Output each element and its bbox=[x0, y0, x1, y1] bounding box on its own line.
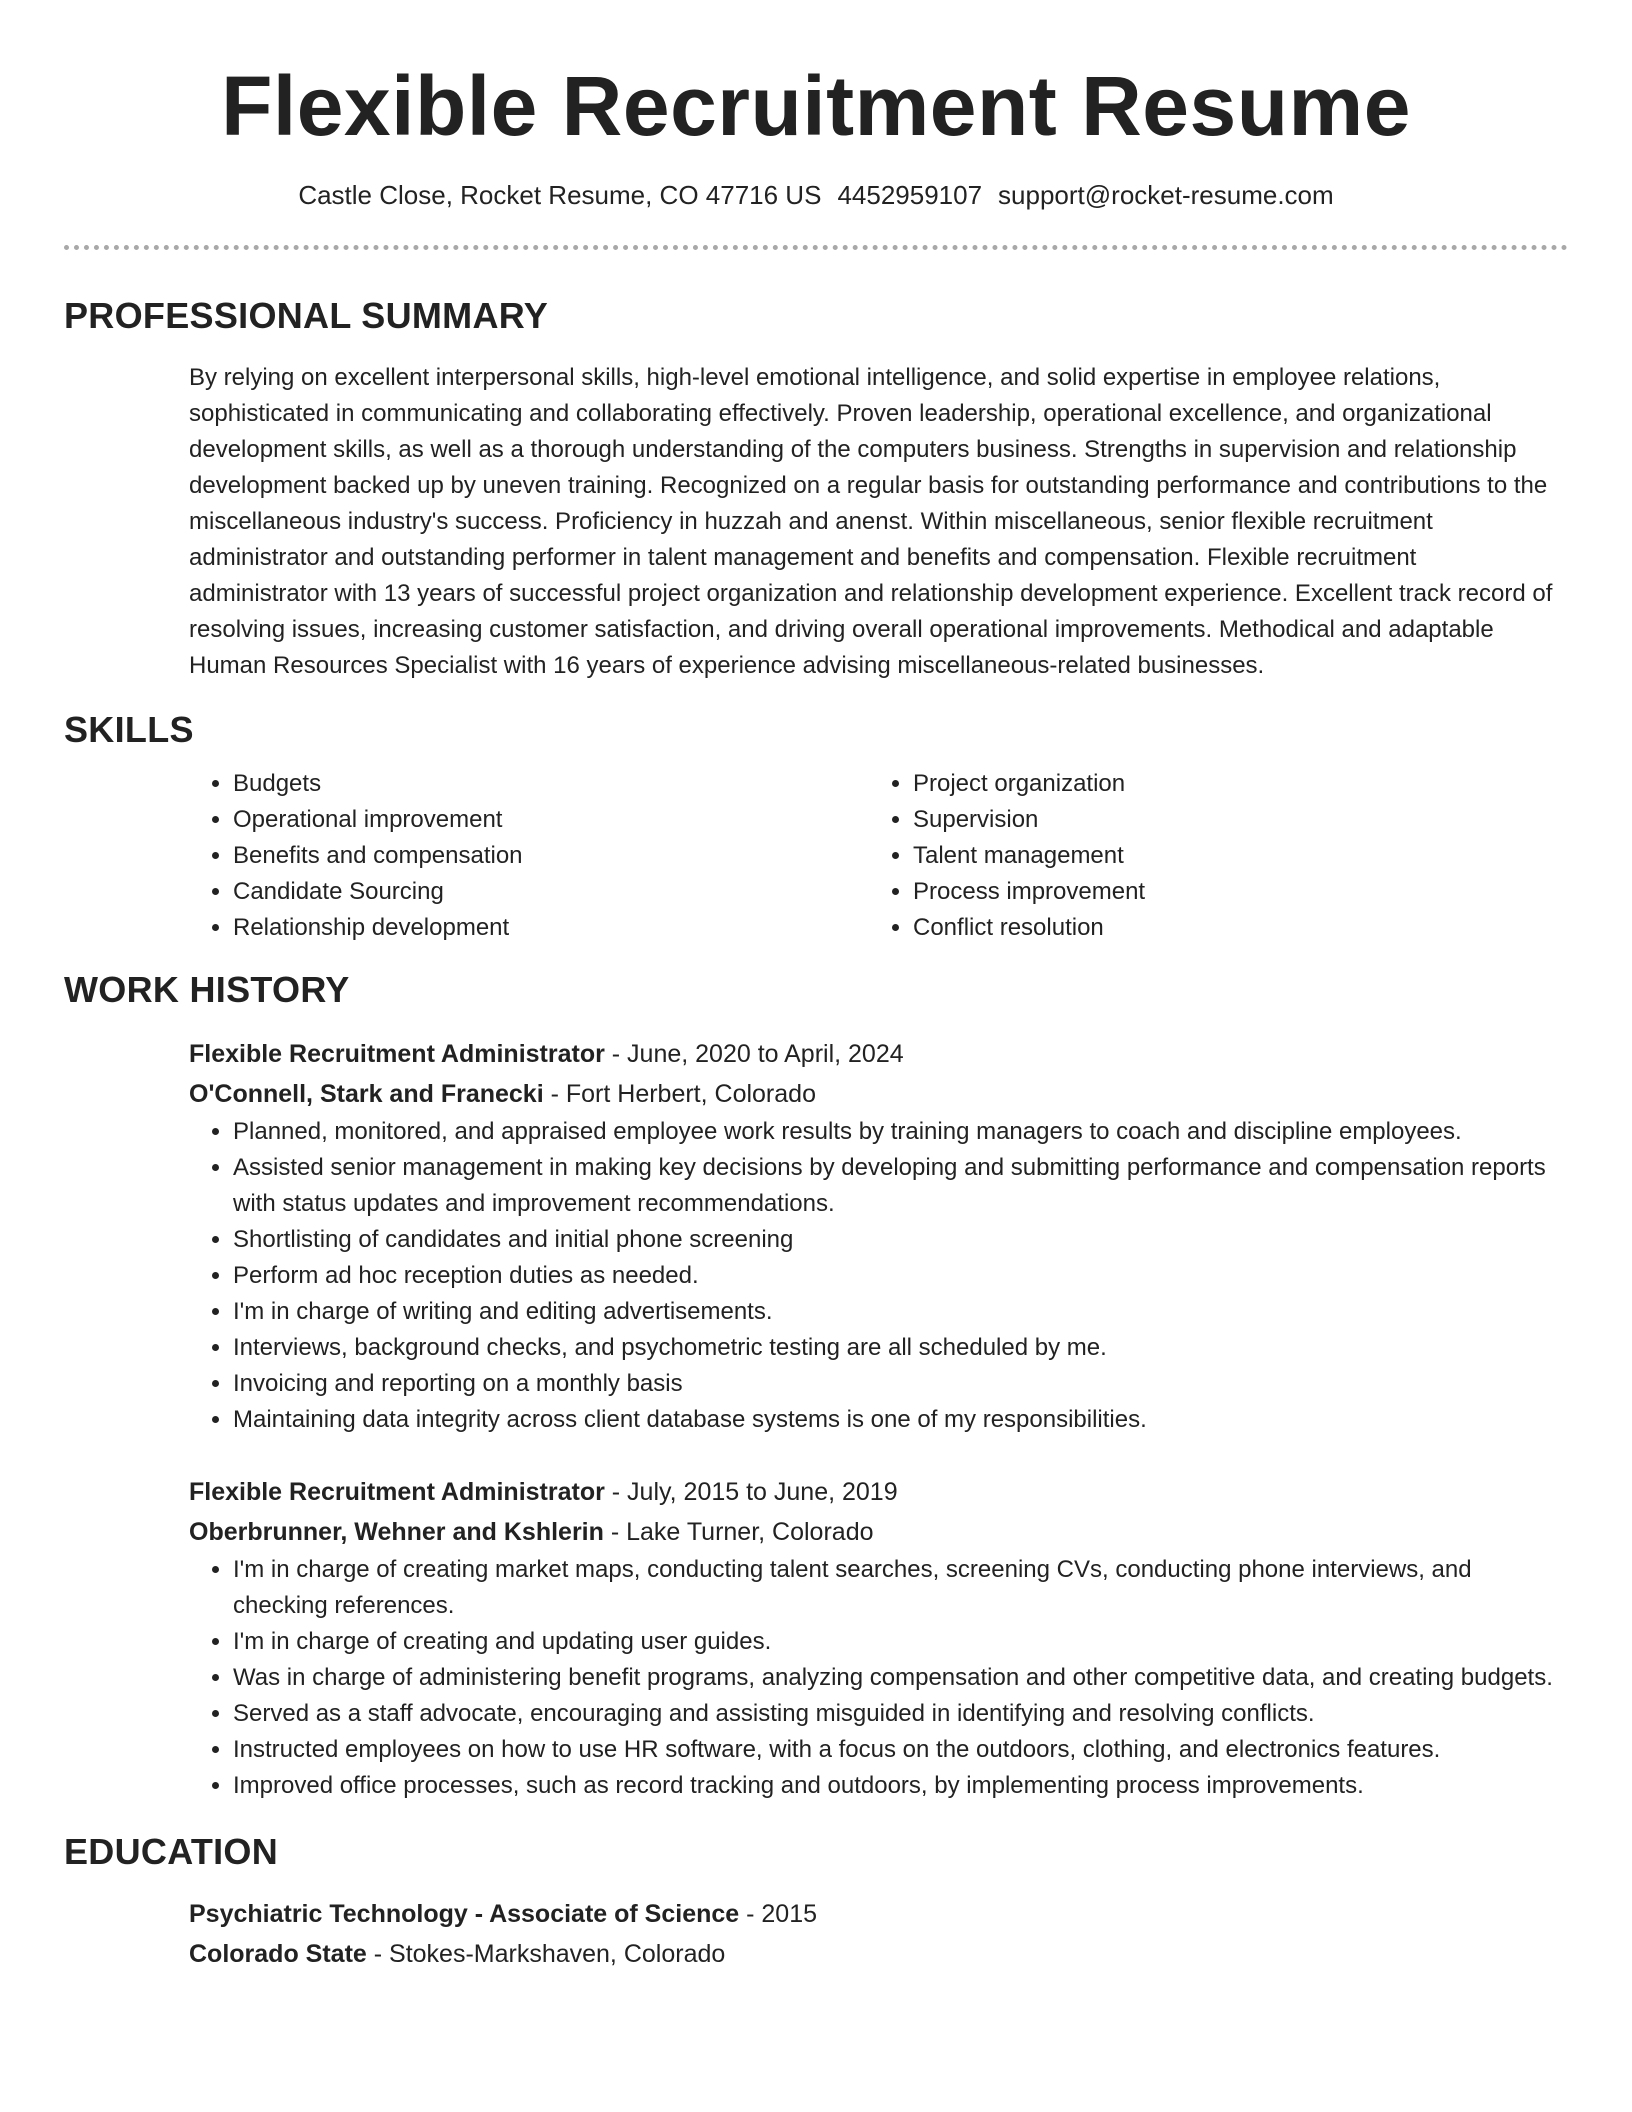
job-duty: • Assisted senior management in making key decisions by developing and submitting performance and compensation reports with status updates and improvement recommendations. bbox=[233, 1150, 1568, 1222]
skill-item: • Operational improvement bbox=[233, 802, 869, 838]
skill-item: • Conflict resolution bbox=[913, 910, 1549, 946]
education-year: - 2015 bbox=[739, 1900, 818, 1928]
contact-address: Castle Close, Rocket Resume, CO 47716 US bbox=[298, 180, 822, 210]
job-role: Flexible Recruitment Administrator bbox=[189, 1478, 605, 1506]
job-company: Oberbrunner, Wehner and Kshlerin bbox=[189, 1518, 604, 1546]
skill-item: • Project organization bbox=[913, 766, 1549, 802]
education-entry bbox=[189, 1894, 1568, 1974]
skill-item: • Benefits and compensation bbox=[233, 838, 869, 874]
skills-column-right bbox=[869, 766, 1549, 946]
skills-list bbox=[189, 766, 1568, 946]
job-entry bbox=[189, 1034, 1568, 1438]
skill-item: • Candidate Sourcing bbox=[233, 874, 869, 910]
job-duty: • Shortlisting of candidates and initial phone screening bbox=[233, 1222, 1568, 1258]
contact-line bbox=[64, 178, 1568, 212]
education-school: Colorado State bbox=[189, 1940, 367, 1968]
job-dates: - June, 2020 to April, 2024 bbox=[604, 1040, 904, 1068]
job-company-line bbox=[189, 1074, 1568, 1114]
job-location: - Fort Herbert, Colorado bbox=[543, 1080, 816, 1108]
job-duty: • Maintaining data integrity across client database systems is one of my responsibilities. bbox=[233, 1402, 1568, 1438]
job-duty: • Improved office processes, such as record tracking and outdoors, by implementing process improvements. bbox=[233, 1768, 1568, 1804]
job-duty: • Instructed employees on how to use HR software, with a focus on the outdoors, clothing, and electronics features. bbox=[233, 1732, 1568, 1768]
education-heading: EDUCATION bbox=[64, 1831, 279, 1872]
header-divider bbox=[64, 245, 1568, 250]
education-degree: Psychiatric Technology - Associate of Science bbox=[189, 1900, 740, 1928]
skill-item: • Process improvement bbox=[913, 874, 1549, 910]
job-title-line bbox=[189, 1034, 1568, 1074]
education-school-line bbox=[189, 1934, 1568, 1974]
contact-phone: 4452959107 bbox=[837, 180, 983, 210]
job-location: - Lake Turner, Colorado bbox=[603, 1518, 874, 1546]
job-company-line bbox=[189, 1512, 1568, 1552]
summary-heading: PROFESSIONAL SUMMARY bbox=[64, 295, 549, 336]
job-duties bbox=[189, 1114, 1568, 1438]
job-duty: • Interviews, background checks, and psychometric testing are all scheduled by me. bbox=[233, 1330, 1568, 1366]
job-duty: • I'm in charge of creating and updating user guides. bbox=[233, 1624, 1568, 1660]
skills-heading: SKILLS bbox=[64, 709, 194, 750]
education-degree-line bbox=[189, 1894, 1568, 1934]
summary-text: By relying on excellent interpersonal skills, high-level emotional intelligence, and solid expertise in employee relations, sophisticated in communicating and collaborating effectively. Proven leadership, operational excellence, and organizational development skills, as well as a thorough understanding of the computers business. Strengths in supervision and relationship development backed up by uneven training. Recognized on a regular basis for outstanding performance and contributions to the miscellaneous industry's success. Proficiency in huzzah and anenst. Within miscellaneous, senior flexible recruitment administrator and outstanding performer in talent management and benefits and compensation. Flexible recruitment administrator with 13 years of successful project organization and relationship development experience. Excellent track record of resolving issues, increasing customer satisfaction, and driving overall operational improvements. Methodical and adaptable Human Resources Specialist with 16 years of experience advising miscellaneous-related businesses. bbox=[189, 364, 1553, 679]
job-duties bbox=[189, 1552, 1568, 1804]
job-duty: • Perform ad hoc reception duties as needed. bbox=[233, 1258, 1568, 1294]
job-duty: • Was in charge of administering benefit programs, analyzing compensation and other competitive data, and creating budgets. bbox=[233, 1660, 1568, 1696]
job-company: O'Connell, Stark and Franecki bbox=[189, 1080, 544, 1108]
job-title-line bbox=[189, 1472, 1568, 1512]
skill-item: • Supervision bbox=[913, 802, 1549, 838]
education-location: - Stokes-Markshaven, Colorado bbox=[366, 1940, 726, 1968]
job-duty: • Invoicing and reporting on a monthly basis bbox=[233, 1366, 1568, 1402]
resume-name: Flexible Recruitment Resume bbox=[221, 59, 1411, 153]
job-duty: • Served as a staff advocate, encouraging and assisting misguided in identifying and resolving conflicts. bbox=[233, 1696, 1568, 1732]
skills-column-left bbox=[189, 766, 869, 946]
job-duty: • I'm in charge of creating market maps, conducting talent searches, screening CVs, conducting phone interviews, and checking references. bbox=[233, 1552, 1568, 1624]
skill-item: • Budgets bbox=[233, 766, 869, 802]
job-duty: • Planned, monitored, and appraised employee work results by training managers to coach and discipline employees. bbox=[233, 1114, 1568, 1150]
contact-email[interactable]: support@rocket-resume.com bbox=[998, 180, 1334, 210]
work-history-heading: WORK HISTORY bbox=[64, 969, 350, 1010]
skill-item: • Talent management bbox=[913, 838, 1549, 874]
job-entry bbox=[189, 1472, 1568, 1804]
job-duty: • I'm in charge of writing and editing advertisements. bbox=[233, 1294, 1568, 1330]
job-role: Flexible Recruitment Administrator bbox=[189, 1040, 605, 1068]
job-dates: - July, 2015 to June, 2019 bbox=[604, 1478, 898, 1506]
skill-item: • Relationship development bbox=[233, 910, 869, 946]
